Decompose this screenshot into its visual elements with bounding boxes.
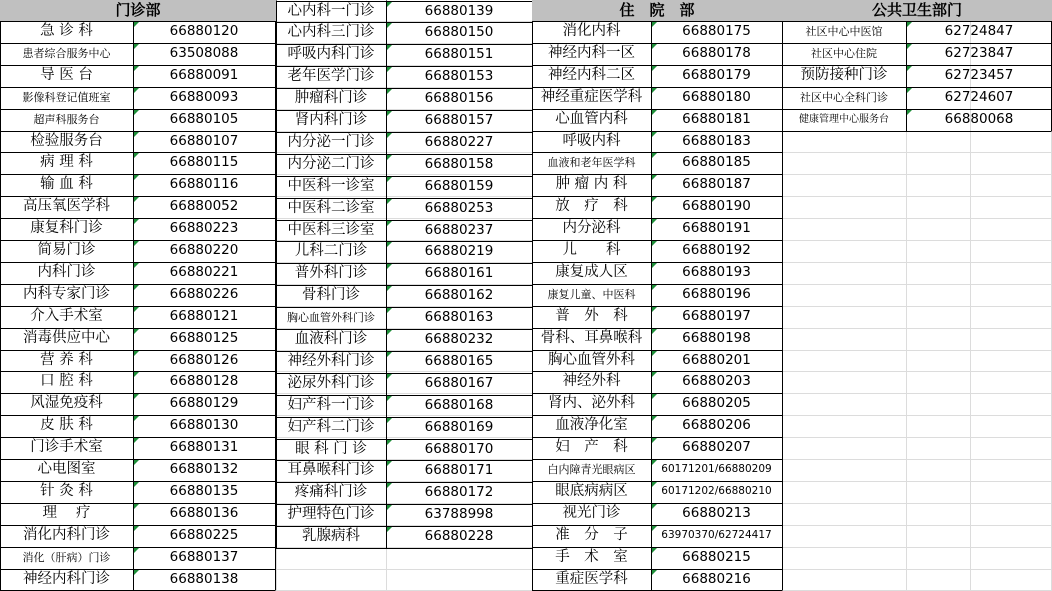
dept-name[interactable]: 中医科一诊室 [287, 177, 375, 194]
phone-number[interactable]: 62724607 [944, 88, 1014, 105]
dept-name[interactable]: 消毒供应中心 [23, 329, 110, 346]
phone-number[interactable]: 66880150 [424, 24, 494, 41]
cell-note-marker [652, 132, 657, 137]
cell-note-marker [387, 527, 392, 532]
cell-note-marker [907, 66, 912, 71]
phone-number[interactable]: 66880138 [169, 570, 239, 587]
dept-name[interactable]: 血液和老年医学科 [547, 156, 636, 170]
phone-number[interactable]: 66880185 [682, 154, 751, 171]
dept-name[interactable]: 神经内科门诊 [23, 570, 110, 587]
cell-note-marker [652, 88, 657, 93]
phone-number[interactable]: 66880139 [424, 2, 494, 19]
phone-number[interactable]: 66880172 [424, 484, 494, 501]
phone-number[interactable]: 66880178 [682, 44, 751, 61]
phone-number[interactable]: 66880156 [424, 90, 494, 107]
phone-number[interactable]: 66880135 [169, 482, 239, 499]
cell-note-marker [652, 416, 657, 421]
phone-number[interactable]: 66880171 [424, 462, 494, 479]
cell-note-marker [387, 396, 392, 401]
phone-number[interactable]: 66880175 [682, 23, 751, 39]
cell-note-marker [387, 505, 392, 510]
phone-number[interactable]: 66880237 [424, 221, 494, 238]
dept-name[interactable]: 耳鼻喉科门诊 [287, 462, 375, 479]
cell-note-marker [652, 460, 657, 465]
phone-number[interactable]: 66880183 [682, 132, 751, 149]
dept-name[interactable]: 胸心血管外科 [548, 351, 635, 368]
phone-number[interactable]: 66880168 [424, 396, 494, 413]
cell-note-marker [134, 285, 139, 290]
dept-name[interactable]: 内分泌科 [562, 220, 621, 237]
dept-name[interactable]: 肿 瘤 内 科 [555, 176, 628, 193]
cell-note-marker [134, 197, 139, 202]
cell-note-marker [652, 307, 657, 312]
phone-number[interactable]: 66880181 [682, 110, 751, 127]
phone-number[interactable]: 66880163 [424, 309, 494, 326]
phone-number[interactable]: 66880130 [169, 417, 239, 434]
cell-note-marker [134, 175, 139, 180]
cell-note-marker [134, 548, 139, 553]
phone-number[interactable]: 66880206 [682, 417, 751, 434]
cell-note-marker [134, 153, 139, 158]
cell-note-marker [387, 199, 392, 204]
phone-number[interactable]: 66880165 [424, 352, 494, 369]
cell-note-marker [387, 264, 392, 269]
phone-number[interactable]: 66880220 [169, 242, 239, 258]
cell-note-marker [652, 570, 657, 575]
dept-name[interactable]: 康复科门诊 [30, 220, 103, 237]
dept-name[interactable]: 泌尿外科门诊 [287, 374, 375, 391]
phone-number[interactable]: 66880226 [169, 285, 239, 302]
cell-note-marker [134, 132, 139, 137]
dept-name[interactable]: 康复成人区 [555, 263, 628, 280]
dept-name[interactable]: 皮 肤 科 [40, 417, 93, 434]
cell-note-marker [134, 22, 139, 27]
dept-name[interactable]: 呼吸内科 [562, 132, 621, 149]
dept-name[interactable]: 内科门诊 [37, 263, 96, 280]
dept-name[interactable]: 社区中心住院 [811, 46, 877, 60]
dept-name[interactable]: 妇产科一门诊 [287, 396, 375, 413]
cell-note-marker [134, 482, 139, 487]
dept-name[interactable]: 超声科服务台 [33, 112, 100, 126]
phone-number[interactable]: 66880068 [944, 110, 1014, 127]
phone-number[interactable]: 66880052 [169, 198, 239, 215]
dept-name[interactable]: 消化内科门诊 [23, 526, 110, 543]
phone-number[interactable]: 66880129 [169, 395, 239, 412]
dept-name[interactable]: 患者综合服务中心 [22, 46, 111, 60]
phone-number[interactable]: 66880187 [682, 176, 751, 193]
dept-name[interactable]: 肾内科门诊 [294, 112, 368, 128]
phone-number[interactable]: 66880151 [424, 46, 494, 63]
cell-note-marker [652, 153, 657, 158]
cell-note-marker [387, 133, 392, 138]
cell-note-marker [652, 482, 657, 487]
dept-name[interactable]: 中医科二诊室 [287, 199, 375, 216]
cell-note-marker [652, 44, 657, 49]
dept-name[interactable]: 乳腺病科 [302, 528, 360, 545]
phone-number[interactable]: 66880203 [682, 373, 751, 390]
cell-note-marker [652, 372, 657, 377]
phone-number[interactable]: 60171201/66880209 [661, 463, 772, 475]
phone-number[interactable]: 66880107 [169, 132, 239, 149]
phone-number[interactable]: 66880190 [682, 198, 751, 215]
dept-name[interactable]: 心内科三门诊 [287, 24, 375, 41]
cell-note-marker [652, 219, 657, 224]
cell-note-marker [652, 66, 657, 71]
dept-name[interactable]: 康复儿童、中医科 [547, 287, 636, 301]
phone-number[interactable]: 66880159 [424, 177, 494, 194]
phone-number[interactable]: 66880193 [682, 263, 751, 280]
dept-name[interactable]: 高压氧医学科 [23, 198, 110, 215]
dept-name[interactable]: 病 理 科 [40, 154, 93, 171]
dept-name[interactable]: 消化内科 [562, 23, 621, 39]
phone-number[interactable]: 66880201 [682, 351, 751, 368]
phone-number[interactable]: 66880227 [424, 133, 494, 150]
dept-name[interactable]: 重症医学科 [555, 570, 628, 587]
dept-name[interactable]: 儿 科 [562, 242, 621, 258]
cell-note-marker [134, 110, 139, 115]
dept-name[interactable]: 影像科登记值班室 [22, 90, 111, 104]
dept-name[interactable]: 准 分 子 [555, 526, 628, 543]
dept-name[interactable]: 肿瘤科门诊 [294, 90, 368, 107]
dept-name[interactable]: 普 外 科 [555, 307, 628, 324]
cell-note-marker [387, 483, 392, 488]
phone-number[interactable]: 66880167 [424, 374, 494, 391]
dept-name[interactable]: 视光门诊 [562, 504, 621, 521]
dept-name[interactable]: 介入手术室 [30, 307, 103, 324]
dept-name[interactable]: 社区中心中医馆 [805, 25, 883, 38]
dept-name[interactable]: 导 医 台 [40, 66, 93, 83]
cell-note-marker [134, 504, 139, 509]
dept-name[interactable]: 社区中心全科门诊 [800, 90, 888, 104]
dept-name[interactable]: 放 疗 科 [555, 198, 628, 215]
phone-number[interactable]: 66880191 [682, 220, 751, 237]
phone-number[interactable]: 66880158 [424, 155, 494, 172]
dept-name[interactable]: 神经内科一区 [548, 44, 635, 61]
dept-name[interactable]: 妇产科二门诊 [287, 418, 375, 435]
dept-name[interactable]: 血液净化室 [555, 417, 628, 434]
dept-name[interactable]: 神经外科 [562, 373, 621, 390]
cell-note-marker [652, 548, 657, 553]
phone-number[interactable]: 66880162 [424, 287, 494, 304]
dept-name[interactable]: 手 术 室 [555, 548, 628, 565]
cell-note-marker [134, 416, 139, 421]
phone-number[interactable]: 66880205 [682, 395, 751, 412]
dept-name[interactable]: 营 养 科 [40, 351, 93, 368]
cell-note-marker [652, 110, 657, 115]
cell-note-marker [652, 263, 657, 268]
cell-note-marker [134, 570, 139, 575]
cell-note-marker [134, 44, 139, 49]
cell-note-marker [387, 308, 392, 313]
cell-note-marker [907, 88, 912, 93]
cell-note-marker [387, 45, 392, 50]
cell-note-marker [907, 44, 912, 49]
dept-name[interactable]: 老年医学门诊 [287, 68, 375, 85]
section-header-menzhen[interactable]: 门诊部 [0, 0, 276, 21]
dept-name[interactable]: 检验服务台 [30, 132, 103, 149]
phone-number[interactable]: 66880213 [682, 504, 751, 521]
phone-number[interactable]: 66880126 [169, 351, 239, 368]
dept-name[interactable]: 普外科门诊 [294, 265, 368, 282]
cell-note-marker [387, 67, 392, 72]
phone-number[interactable]: 63508088 [169, 44, 239, 61]
phone-number[interactable]: 66880207 [682, 439, 751, 456]
dept-name[interactable]: 心血管内科 [555, 110, 628, 127]
phone-number[interactable]: 66880192 [682, 242, 751, 258]
cell-note-marker [387, 286, 392, 291]
phone-number[interactable]: 66880131 [169, 439, 239, 456]
phone-number[interactable]: 62724847 [944, 23, 1014, 39]
dept-name[interactable]: 肾内、泌外科 [548, 395, 635, 412]
phone-number[interactable]: 66880170 [424, 440, 494, 457]
dept-name[interactable]: 健康管理中心服务台 [799, 113, 889, 125]
dept-name[interactable]: 理 疗 [42, 504, 91, 521]
cell-note-marker [652, 526, 657, 531]
dept-name[interactable]: 呼吸内科门诊 [287, 46, 375, 63]
section-header-gonggong[interactable]: 公共卫生部门 [782, 0, 1052, 21]
dept-name[interactable]: 疼痛科门诊 [294, 484, 368, 501]
phone-number[interactable]: 62723457 [944, 66, 1014, 83]
dept-name[interactable]: 眼底病病区 [555, 482, 628, 499]
cell-note-marker [652, 504, 657, 509]
dept-name[interactable]: 内分泌二门诊 [287, 155, 375, 172]
cell-note-marker [907, 110, 912, 115]
phone-number[interactable]: 66880121 [169, 307, 239, 324]
dept-name[interactable]: 门诊手术室 [30, 439, 103, 456]
phone-number[interactable]: 66880219 [424, 243, 494, 260]
phone-number[interactable]: 66880125 [169, 329, 239, 346]
dept-name[interactable]: 预防接种门诊 [800, 66, 888, 83]
dept-name[interactable]: 眼 科 门 诊 [295, 440, 367, 457]
cell-note-marker [134, 460, 139, 465]
cell-note-marker [387, 461, 392, 466]
cell-note-marker [387, 352, 392, 357]
phone-number[interactable]: 62723847 [944, 44, 1014, 61]
phone-number[interactable]: 66880216 [682, 570, 751, 587]
phone-number[interactable]: 66880228 [424, 528, 494, 545]
cell-note-marker [134, 241, 139, 246]
cell-note-marker [652, 197, 657, 202]
phone-number[interactable]: 66880128 [169, 373, 239, 390]
cell-note-marker [652, 394, 657, 399]
cell-note-marker [387, 221, 392, 226]
phone-number[interactable]: 66880169 [424, 418, 494, 435]
cell-note-marker [652, 241, 657, 246]
phone-number[interactable]: 60171202/66880210 [661, 484, 772, 497]
phone-number[interactable]: 66880198 [682, 329, 751, 346]
phone-number[interactable]: 66880120 [169, 23, 239, 39]
phone-number[interactable]: 66880136 [169, 504, 239, 521]
phone-number[interactable]: 66880137 [169, 548, 239, 565]
phone-number[interactable]: 66880223 [169, 220, 239, 237]
phone-number[interactable]: 66880232 [424, 331, 494, 347]
dept-name[interactable]: 内科专家门诊 [23, 285, 110, 302]
phone-number[interactable]: 66880253 [424, 199, 494, 216]
phone-number[interactable]: 66880105 [169, 110, 239, 127]
cell-note-marker [134, 219, 139, 224]
cell-note-marker [387, 242, 392, 247]
dept-name[interactable]: 神经内科二区 [548, 66, 635, 83]
dept-name[interactable]: 儿科二门诊 [294, 243, 368, 260]
cell-note-marker [387, 89, 392, 94]
dept-name[interactable]: 血液科门诊 [294, 331, 368, 347]
phone-number[interactable]: 66880132 [169, 461, 239, 477]
phone-number[interactable]: 66880115 [169, 154, 239, 171]
dept-name[interactable]: 心内科一门诊 [287, 2, 375, 19]
dept-name[interactable]: 急 诊 科 [40, 23, 93, 39]
cell-note-marker [134, 307, 139, 312]
phone-number[interactable]: 66880179 [682, 66, 751, 83]
cell-note-marker [134, 351, 139, 356]
dept-name[interactable]: 内分泌一门诊 [287, 133, 375, 150]
cell-note-marker [652, 22, 657, 27]
dept-name[interactable]: 骨科门诊 [302, 287, 360, 304]
dept-name[interactable]: 骨科、耳鼻喉科 [540, 329, 643, 346]
cell-note-marker [387, 23, 392, 28]
cell-note-marker [134, 394, 139, 399]
cell-note-marker [652, 329, 657, 334]
phone-number[interactable]: 66880180 [682, 88, 751, 105]
dept-name[interactable]: 针 灸 科 [40, 482, 93, 499]
dept-name[interactable]: 神经重症医学科 [540, 88, 643, 105]
phone-number[interactable]: 63970370/62724417 [661, 528, 772, 541]
phone-number[interactable]: 66880196 [682, 285, 751, 302]
phone-number[interactable]: 66880116 [169, 176, 239, 193]
cell-note-marker [134, 88, 139, 93]
dept-name[interactable]: 心电图室 [37, 461, 96, 477]
cell-note-marker [387, 177, 392, 182]
cell-note-marker [652, 351, 657, 356]
phone-number[interactable]: 66880225 [169, 526, 239, 543]
cell-note-marker [134, 438, 139, 443]
dept-name[interactable]: 中医科三诊室 [287, 221, 375, 238]
phone-number[interactable]: 66880161 [424, 265, 494, 282]
cell-note-marker [652, 175, 657, 180]
phone-number[interactable]: 66880157 [424, 112, 494, 128]
section-header-zhuyuan[interactable]: 住 院 部 [532, 0, 782, 21]
cell-note-marker [134, 526, 139, 531]
cell-note-marker [134, 263, 139, 268]
dept-name[interactable]: 胸心血管外科门诊 [287, 311, 375, 325]
dept-name[interactable]: 妇 产 科 [555, 439, 628, 456]
cell-note-marker [387, 374, 392, 379]
phone-number[interactable]: 66880091 [169, 66, 239, 83]
cell-note-marker [387, 2, 392, 7]
dept-name[interactable]: 护理特色门诊 [287, 506, 375, 523]
cell-note-marker [134, 66, 139, 71]
cell-note-marker [387, 155, 392, 160]
phone-number[interactable]: 63788998 [424, 506, 494, 523]
cell-note-marker [652, 285, 657, 290]
cell-note-marker [652, 438, 657, 443]
cell-note-marker [134, 329, 139, 334]
dept-name[interactable]: 简易门诊 [37, 242, 96, 258]
phone-number[interactable]: 66880221 [169, 263, 239, 280]
dept-name[interactable]: 口 腔 科 [40, 373, 93, 390]
phone-number[interactable]: 66880093 [169, 88, 239, 105]
dept-name[interactable]: 输 血 科 [40, 176, 93, 193]
phone-number[interactable]: 66880197 [682, 307, 751, 324]
cell-note-marker [907, 22, 912, 27]
dept-name[interactable]: 白内障青光眼病区 [547, 463, 636, 476]
cell-note-marker [387, 330, 392, 335]
cell-note-marker [387, 440, 392, 445]
dept-name[interactable]: 神经外科门诊 [287, 352, 375, 369]
dept-name[interactable]: 风湿免疫科 [30, 395, 103, 412]
cell-note-marker [134, 372, 139, 377]
phone-number[interactable]: 66880215 [682, 548, 751, 565]
phone-number[interactable]: 66880153 [424, 68, 494, 85]
cell-note-marker [387, 111, 392, 116]
dept-name[interactable]: 消化（肝病）门诊 [22, 550, 111, 564]
cell-note-marker [387, 418, 392, 423]
